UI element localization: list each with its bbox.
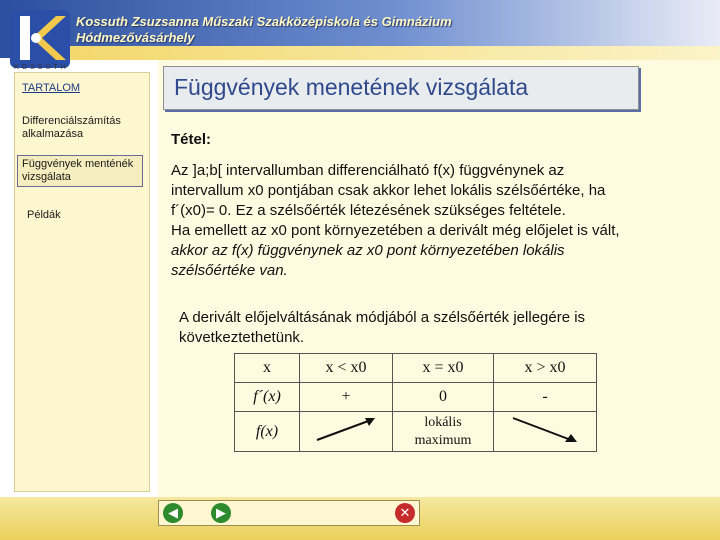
table-header-left: x < x0	[300, 354, 393, 383]
derivative-note	[179, 308, 699, 348]
table-function-mid	[393, 412, 494, 452]
table-header-mid: x = x0	[393, 354, 494, 383]
decreasing-arrow-icon	[505, 412, 585, 446]
slide-title-box	[163, 66, 639, 110]
school-line1: Kossuth Zsuzsanna Műszaki Szakközépiskola és Gimnázium	[76, 14, 452, 29]
theorem-label: Tétel:	[171, 131, 212, 148]
table-function-mid-line2: maximum	[414, 432, 472, 448]
table-function-right	[494, 412, 597, 452]
sign-table	[234, 353, 597, 452]
theorem-line: szélsőértéke van.	[171, 262, 288, 279]
derivative-note-line: következtethetünk.	[179, 329, 305, 346]
navigation-bar	[158, 500, 420, 526]
prev-button[interactable]	[163, 503, 183, 523]
next-button[interactable]	[211, 503, 231, 523]
table-function-label: f(x)	[235, 412, 300, 452]
sidebar-item-fuggvenyek[interactable]: Függvények menténék vizsgálata	[17, 155, 143, 187]
arrow-right-icon: ▶	[216, 505, 226, 520]
theorem-line: akkor az f(x) függvénynek az x0 pont környezetében lokális	[171, 242, 565, 259]
table-derivative-mid: 0	[393, 383, 494, 412]
theorem-line: Az ]a;b[ intervallumban differenciálható f(x) függvénynek az	[171, 162, 565, 179]
derivative-note-line: A derivált előjelváltásának módjából a szélsőérték jellegére is	[179, 309, 586, 326]
sidebar-item-differencial[interactable]: Differenciálszámítás alkalmazása	[22, 115, 121, 140]
table-derivative-label: f´(x)	[235, 383, 300, 412]
table-header-x: x	[235, 354, 300, 383]
sidebar-toc-link[interactable]: TARTALOM	[22, 82, 81, 94]
close-icon: ✕	[399, 505, 411, 520]
logo-text: KOSSUTH	[14, 64, 69, 71]
theorem-line: f´(x0)= 0. Ez a szélsőérték létezésének szükséges feltétele.	[171, 202, 566, 219]
table-derivative-left: +	[300, 383, 393, 412]
sidebar	[14, 72, 150, 492]
school-name	[76, 14, 452, 46]
header-swoosh	[60, 46, 720, 60]
close-button[interactable]	[395, 503, 415, 523]
theorem-line: Ha emellett az x0 pont környezetében a derivált még előjelet is vált,	[171, 222, 620, 239]
table-function-mid-line1: lokális	[424, 414, 462, 430]
arrow-left-icon: ◀	[168, 505, 178, 520]
sidebar-item-peldak[interactable]: Példák	[27, 209, 61, 221]
table-function-left	[300, 412, 393, 452]
table-derivative-right: -	[494, 383, 597, 412]
theorem-line: intervallum x0 pontjában csak akkor lehet lokális szélsőértéke, ha	[171, 182, 606, 199]
table-header-right: x > x0	[494, 354, 597, 383]
slide-title: Függvények menetének vizsgálata	[174, 74, 529, 100]
theorem-text	[171, 161, 719, 281]
school-line2: Hódmezővásárhely	[76, 30, 195, 45]
increasing-arrow-icon	[311, 412, 381, 446]
